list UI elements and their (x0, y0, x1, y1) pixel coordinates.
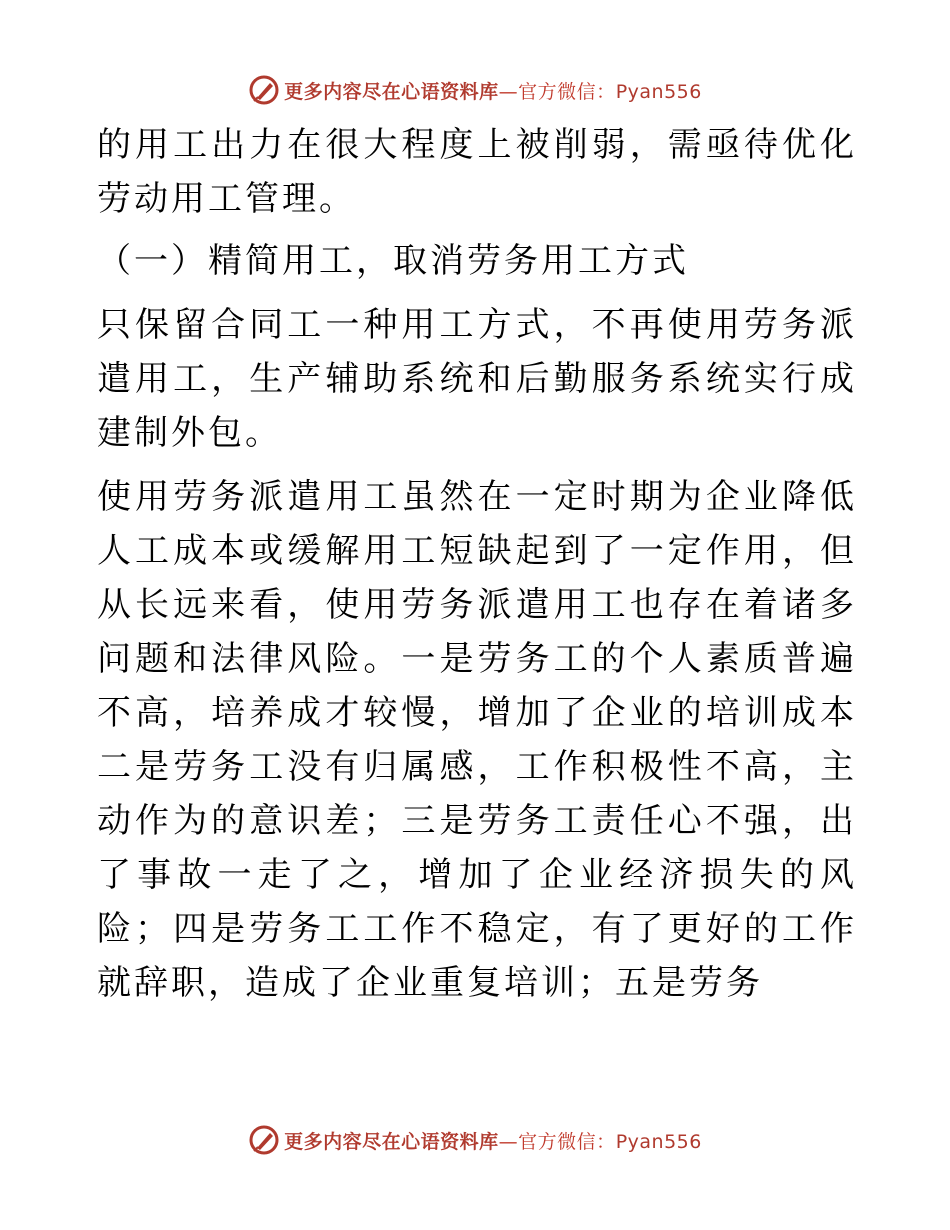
header-wechat-id: Pyan556 (615, 80, 702, 103)
footer-brand: 更多内容尽在心语资料库 (284, 1130, 499, 1153)
quill-logo-icon (248, 1124, 280, 1156)
header-separator: — (498, 80, 519, 103)
paragraph-2: 只保留合同工一种用工方式，不再使用劳务派遣用工，生产辅助系统和后勤服务系统实行成建制外包。 (97, 305, 857, 453)
header-brand: 更多内容尽在心语资料库 (284, 80, 499, 103)
header-banner-text (284, 77, 702, 104)
footer-banner (0, 1120, 950, 1160)
paragraph-3: 使用劳务派遣用工虽然在一定时期为企业降低人工成本或缓解用工短缺起到了一定作用，但从长远来看，使用劳务派遣用工也存在着诸多问题和法律风险。一是劳务工的个人素质普遍不高，培养成才较慢，增加了企业的培训成本二是劳务工没有归属感，工作积极性不高，主动作为的意识差；三是劳务工责任心不强，出了事故一走了之，增加了企业经济损失的风险；四是劳务工工作不稳定，有了更好的工作就辞职，造成了企业重复培训；五是劳务 (97, 477, 857, 1003)
header-wechat-label: 官方微信： (518, 80, 616, 103)
header-banner (0, 70, 950, 110)
quill-logo-icon (248, 74, 280, 106)
document-body (97, 118, 857, 1010)
paragraph-1: 的用工出力在很大程度上被削弱，需亟待优化劳动用工管理。 (97, 125, 857, 219)
section-heading: （一）精简用工，取消劳务用工方式 (97, 241, 689, 281)
footer-wechat-label: 官方微信： (518, 1130, 616, 1153)
footer-separator: — (498, 1130, 519, 1153)
footer-wechat-id: Pyan556 (615, 1130, 702, 1153)
footer-banner-text (284, 1127, 702, 1154)
